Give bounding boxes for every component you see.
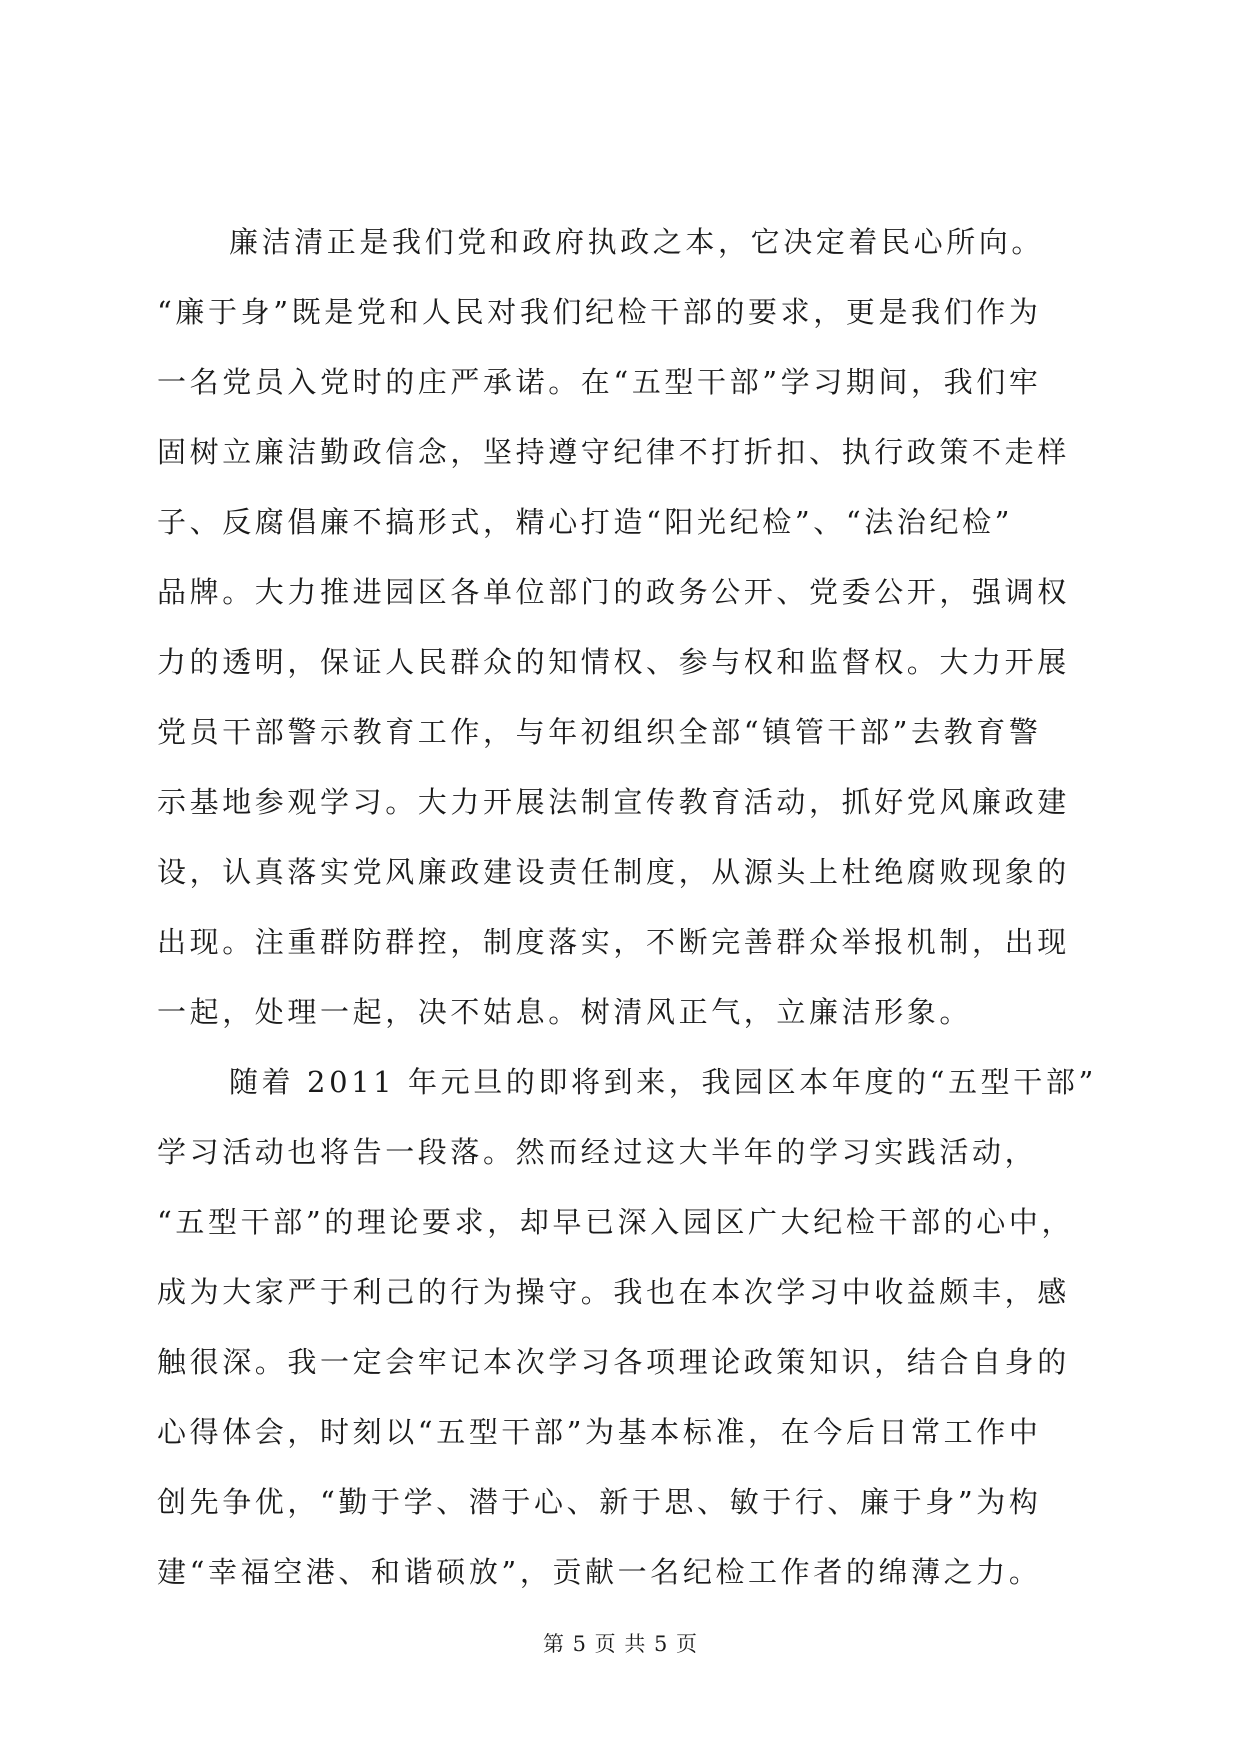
paragraph-2-line-8: 建“幸福空港、和谐硕放”，贡献一名纪检工作者的绵薄之力。 — [157, 1555, 1042, 1589]
paragraph-2-line-1: 随着 2011 年元旦的即将到来，我园区本年度的“五型干部” — [229, 1065, 1097, 1099]
paragraph-1-line-10: 设，认真落实党风廉政建设责任制度，从源头上杜绝腐败现象的 — [157, 855, 1070, 889]
paragraph-1-line-4: 固树立廉洁勤政信念，坚持遵守纪律不打折扣、执行政策不走样 — [157, 435, 1070, 469]
paragraph-1-line-1: 廉洁清正是我们党和政府执政之本，它决定着民心所向。 — [229, 225, 1045, 259]
paragraph-1-line-9: 示基地参观学习。大力开展法制宣传教育活动，抓好党风廉政建 — [157, 785, 1070, 819]
page-number-footer: 第 5 页 共 5 页 — [542, 1632, 699, 1656]
document-body — [157, 207, 1097, 1607]
paragraph-2-line-6: 心得体会，时刻以“五型干部”为基本标准，在今后日常工作中 — [157, 1415, 1042, 1449]
paragraph-2-line-7: 创先争优，“勤于学、潜于心、新于思、敏于行、廉于身”为构 — [157, 1485, 1042, 1519]
paragraph-1-line-2: “廉于身”既是党和人民对我们纪检干部的要求，更是我们作为 — [157, 295, 1042, 329]
paragraph-2-line-5: 触很深。我一定会牢记本次学习各项理论政策知识，结合自身的 — [157, 1345, 1070, 1379]
paragraph-1-line-12: 一起，处理一起，决不姑息。树清风正气，立廉洁形象。 — [157, 995, 973, 1029]
paragraph-1-line-5: 子、反腐倡廉不搞形式，精心打造“阳光纪检”、“法治纪检” — [157, 505, 1014, 539]
paragraph-1-line-11: 出现。注重群防群控，制度落实，不断完善群众举报机制，出现 — [157, 925, 1070, 959]
paragraph-2-line-2: 学习活动也将告一段落。然而经过这大半年的学习实践活动， — [157, 1135, 1038, 1169]
paragraph-1-line-6: 品牌。大力推进园区各单位部门的政务公开、党委公开，强调权 — [157, 575, 1070, 609]
paragraph-2-line-4: 成为大家严于利己的行为操守。我也在本次学习中收益颇丰，感 — [157, 1275, 1070, 1309]
paragraph-1-line-7: 力的透明，保证人民群众的知情权、参与权和监督权。大力开展 — [157, 645, 1070, 679]
paragraph-1-line-8: 党员干部警示教育工作，与年初组织全部“镇管干部”去教育警 — [157, 715, 1042, 749]
paragraph-1-line-3: 一名党员入党时的庄严承诺。在“五型干部”学习期间，我们牢 — [157, 365, 1042, 399]
paragraph-2-line-3: “五型干部”的理论要求，却早已深入园区广大纪检干部的心中， — [157, 1205, 1075, 1239]
